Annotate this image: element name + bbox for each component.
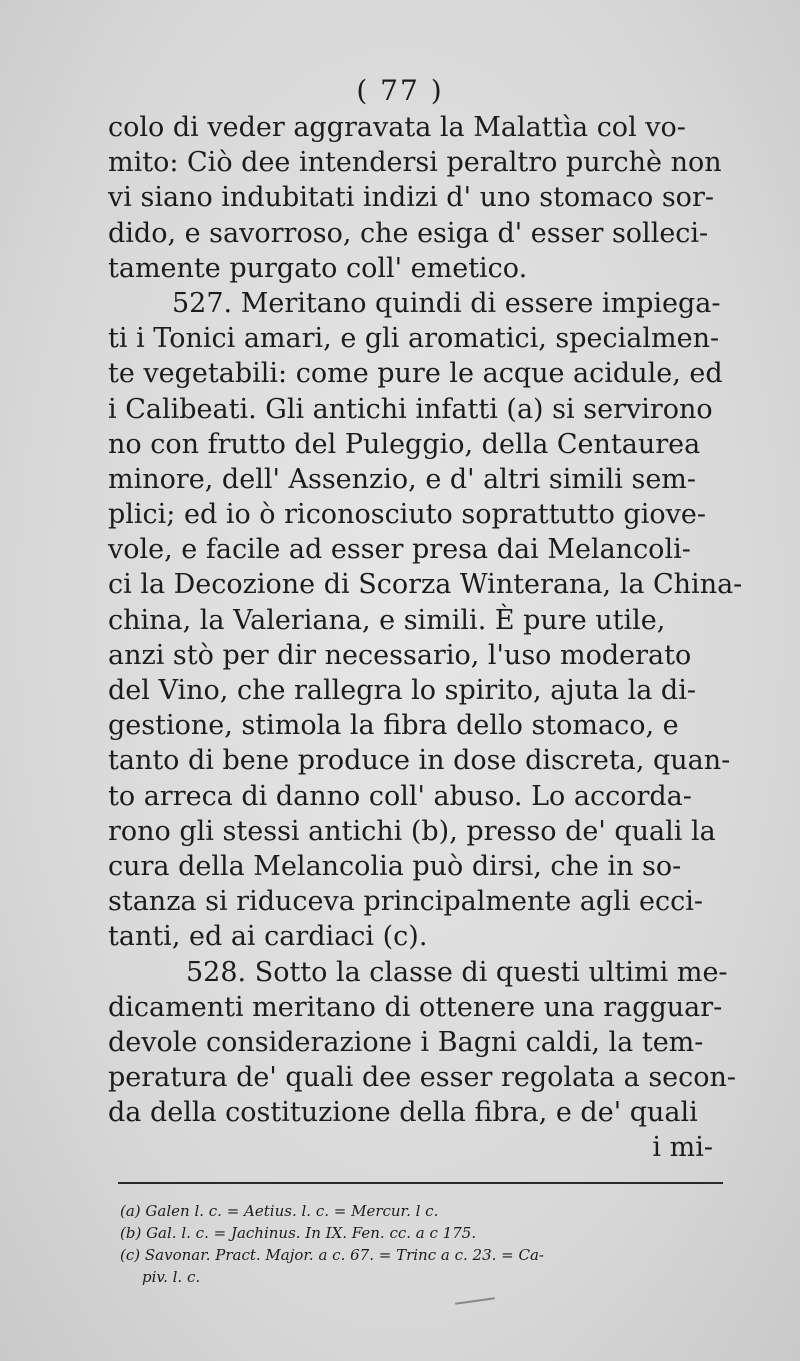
text-line: da della costituzione della fibra, e de' quali — [108, 1097, 698, 1129]
text-line: 528. Sotto la classe di questi ultimi me- — [186, 956, 728, 988]
text-line: dido, e savorroso, che esiga d' esser solleci- — [108, 217, 709, 249]
ink-mark — [455, 1297, 495, 1305]
footnote: (b) Gal. l. c. = Jachinus. In IX. Fen. cc. a c 175. — [120, 1224, 477, 1242]
text-line: anzi stò per dir necessario, l'uso moderato — [108, 639, 692, 671]
text-line: i Calibeati. Gli antichi infatti (a) si servirono — [108, 393, 713, 425]
text-line: te vegetabili: come pure le acque acidule, ed — [108, 358, 723, 390]
text-line: devole considerazione i Bagni caldi, la tem- — [108, 1026, 704, 1058]
text-line: gestione, stimola la fibra dello stomaco, e — [108, 710, 679, 742]
text-line: stanza si riduceva principalmente agli ecci- — [108, 886, 704, 918]
footnote: (a) Galen l. c. = Aetius. l. c. = Mercur. l c. — [120, 1202, 439, 1220]
text-line: plici; ed io ò riconosciuto soprattutto giove- — [108, 499, 706, 531]
text-line: ci la Decozione di Scorza Winterana, la China- — [108, 569, 743, 601]
text-line: rono gli stessi antichi (b), presso de' quali la — [108, 815, 716, 847]
text-line: to arreca di danno coll' abuso. Lo accorda- — [108, 780, 692, 812]
footnote: (c) Savonar. Pract. Major. a c. 67. = Trinc a c. 23. = Ca- — [120, 1246, 544, 1264]
text-line: minore, dell' Assenzio, e d' altri simili sem- — [108, 463, 697, 495]
text-line: del Vino, che rallegra lo spirito, ajuta la di- — [108, 675, 696, 706]
footnotes — [120, 1200, 730, 1288]
text-line: 527. Meritano quindi di essere impiega- — [172, 287, 721, 319]
text-line: tanti, ed ai cardiaci (c). — [108, 921, 428, 953]
footnote: piv. l. c. — [142, 1268, 201, 1286]
footnote-divider — [118, 1182, 723, 1184]
page-number: ( 77 ) — [356, 74, 444, 107]
text-line: china, la Valeriana, e simili. È pure utile, — [108, 604, 666, 636]
text-line: vi siano indubitati indizi d' uno stomaco sor- — [108, 182, 714, 214]
text-line: cura della Melancolia può dirsi, che in so- — [108, 850, 682, 882]
text-line: colo di veder aggravata la Malattìa col vo- — [108, 112, 686, 143]
body-text — [108, 110, 743, 1166]
catchword: i mi- — [652, 1132, 713, 1164]
text-line: mito: Ciò dee intendersi peraltro purchè non — [108, 147, 722, 179]
text-line: dicamenti meritano di ottenere una ragguar- — [108, 991, 723, 1023]
text-line: vole, e facile ad esser presa dai Melancoli- — [108, 534, 691, 566]
text-line: tamente purgato coll' emetico. — [108, 252, 528, 284]
text-line: no con frutto del Puleggio, della Centaurea — [108, 428, 701, 460]
text-line: tanto di bene produce in dose discreta, quan- — [108, 745, 731, 777]
text-line: peratura de' quali dee esser regolata a secon- — [108, 1062, 737, 1094]
text-line: ti i Tonici amari, e gli aromatici, specialmen- — [108, 323, 720, 355]
